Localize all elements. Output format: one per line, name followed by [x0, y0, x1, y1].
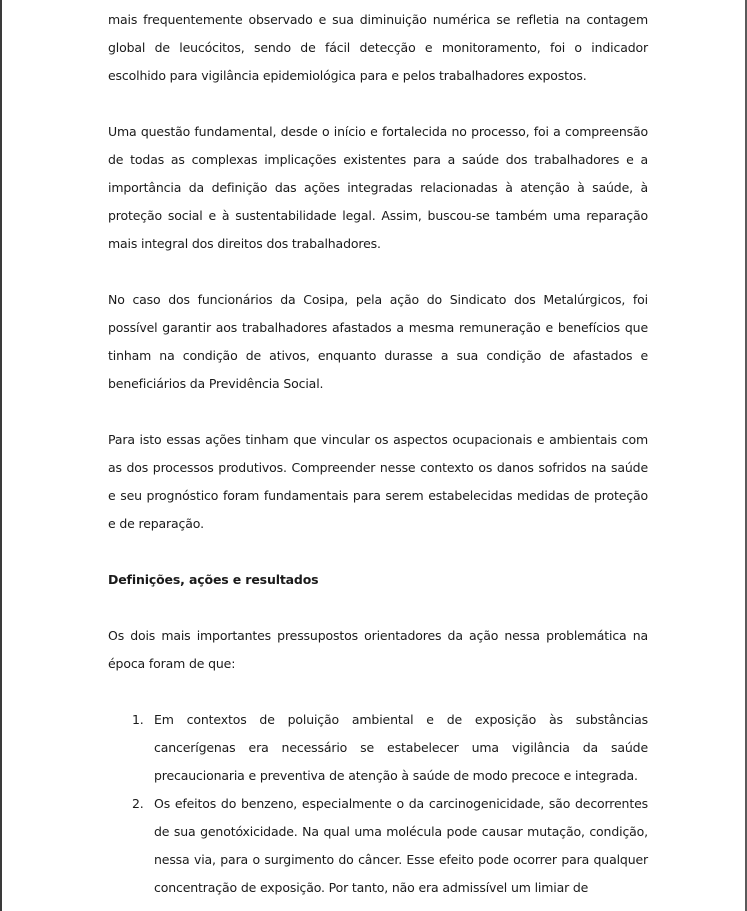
paragraph: Para isto essas ações tinham que vincular os aspectos ocupacionais e ambientais com as dos processos produtivos. Compreender nesse contexto os danos sofridos na saúde e seu prognóstico foram fundamentais para serem estabelecidas medidas de proteção e de reparação. — [108, 432, 648, 531]
paragraph: No caso dos funcionários da Cosipa, pela ação do Sindicato dos Metalúrgicos, foi possível garantir aos trabalhadores afastados a mesma remuneração e benefícios que tinham na condição de ativos, enquanto durasse a sua condição de afastados e beneficiários da Previdência Social. — [108, 292, 648, 391]
document-body — [108, 6, 648, 902]
list-item — [108, 706, 648, 790]
paragraph-gap — [108, 538, 648, 566]
paragraph-gap — [108, 398, 648, 426]
list-item-text: Os efeitos do benzeno, especialmente o da carcinogenicidade, são decorrentes de sua genotóxicidade. Na qual uma molécula pode causar mutação, condição, nessa via, para o surgimento do câncer. Esse efeito pode ocorrer para qualquer concentração de exposição. Por tanto, não era admissível um limiar de — [154, 796, 648, 895]
paragraph-gap — [108, 594, 648, 622]
list-item-text: Em contextos de poluição ambiental e de exposição às substâncias cancerígenas era necessário se estabelecer uma vigilância da saúde precaucionaria e preventiva de atenção à saúde de modo precoce e integrada. — [154, 712, 648, 783]
paragraph-gap — [108, 90, 648, 118]
list-number: 2. — [132, 796, 144, 811]
list-number: 1. — [132, 712, 144, 727]
section-heading: Definições, ações e resultados — [108, 572, 319, 587]
paragraph-gap — [108, 678, 648, 706]
intro-paragraph: Os dois mais importantes pressupostos orientadores da ação nessa problemática na época foram de que: — [108, 628, 648, 671]
page-left-edge — [0, 0, 2, 911]
paragraph: Uma questão fundamental, desde o início e fortalecida no processo, foi a compreensão de todas as complexas implicações existentes para a saúde dos trabalhadores e a importância da definição das ações integradas relacionadas à atenção à saúde, à proteção social e à sustentabilidade legal. Assim, buscou-se também uma reparação mais integral dos direitos dos trabalhadores. — [108, 124, 648, 251]
paragraph: mais frequentemente observado e sua diminuição numérica se refletia na contagem global de leucócitos, sendo de fácil detecção e monitoramento, foi o indicador escolhido para vigilância epidemiológica para e pelos trabalhadores expostos. — [108, 12, 648, 83]
numbered-list — [108, 706, 648, 902]
paragraph-gap — [108, 258, 648, 286]
list-item — [108, 790, 648, 902]
